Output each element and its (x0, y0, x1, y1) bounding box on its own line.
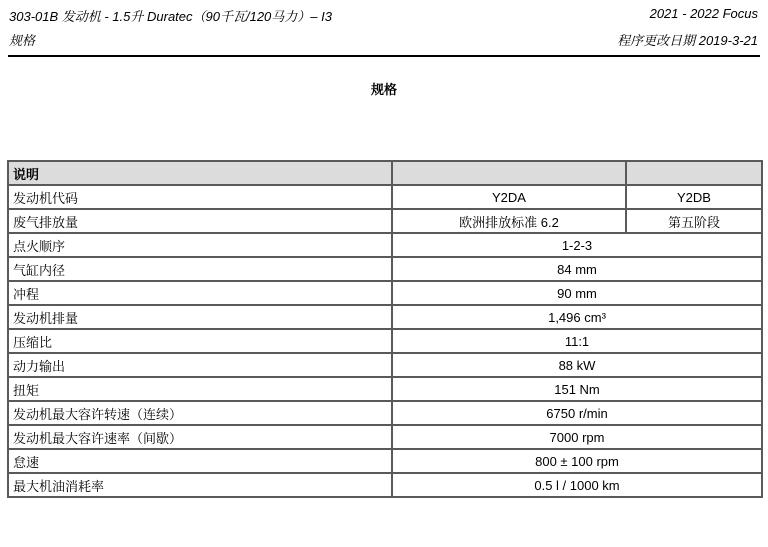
spec-table (7, 160, 763, 498)
table-row (8, 449, 762, 473)
row-label: 发动机最大容许速率（间歇） (8, 425, 392, 449)
row-label: 发动机排量 (8, 305, 392, 329)
row-value: 151 Nm (392, 377, 762, 401)
row-value: 800 ± 100 rpm (392, 449, 762, 473)
table-row (8, 353, 762, 377)
table-row (8, 281, 762, 305)
document-title: 303-01B 发动机 - 1.5升 Duratec（90千瓦/120马力）– I3 (9, 9, 332, 24)
revision-date: 程序更改日期 2019-3-21 (617, 33, 758, 48)
row-value: 1,496 cm³ (392, 305, 762, 329)
row-label: 废气排放量 (8, 209, 392, 233)
row-label: 压缩比 (8, 329, 392, 353)
row-label: 最大机油消耗率 (8, 473, 392, 497)
row-value: 88 kW (392, 353, 762, 377)
table-row-engine-code (8, 185, 762, 209)
row-value-y2da: 欧洲排放标准 6.2 (392, 209, 626, 233)
row-label: 冲程 (8, 281, 392, 305)
model-years: 2021 - 2022 Focus (649, 6, 758, 21)
row-value: 7000 rpm (392, 425, 762, 449)
row-label: 发动机代码 (8, 185, 392, 209)
table-row (8, 257, 762, 281)
row-label: 发动机最大容许转速（连续） (8, 401, 392, 425)
header-divider (8, 55, 760, 57)
row-label: 扭矩 (8, 377, 392, 401)
table-row (8, 425, 762, 449)
header-cell-col1 (392, 161, 626, 185)
table-row (8, 377, 762, 401)
row-value: 90 mm (392, 281, 762, 305)
table-row (8, 401, 762, 425)
row-label: 动力输出 (8, 353, 392, 377)
row-label: 怠速 (8, 449, 392, 473)
row-value: 0.5 l / 1000 km (392, 473, 762, 497)
row-value: 11:1 (392, 329, 762, 353)
header-cell-description: 说明 (8, 161, 392, 185)
row-value: 84 mm (392, 257, 762, 281)
row-value: 6750 r/min (392, 401, 762, 425)
row-label: 点火顺序 (8, 233, 392, 257)
table-header-row (8, 161, 762, 185)
row-value-y2db: Y2DB (626, 185, 762, 209)
table-row-emission (8, 209, 762, 233)
row-value: 1-2-3 (392, 233, 762, 257)
table-row (8, 329, 762, 353)
row-value-y2db: 第五阶段 (626, 209, 762, 233)
section-title: 规格 (370, 82, 397, 97)
table-row (8, 233, 762, 257)
table-row (8, 305, 762, 329)
document-subtitle: 规格 (9, 33, 36, 48)
row-label: 气缸内径 (8, 257, 392, 281)
row-value-y2da: Y2DA (392, 185, 626, 209)
table-row (8, 473, 762, 497)
header-cell-col2 (626, 161, 762, 185)
